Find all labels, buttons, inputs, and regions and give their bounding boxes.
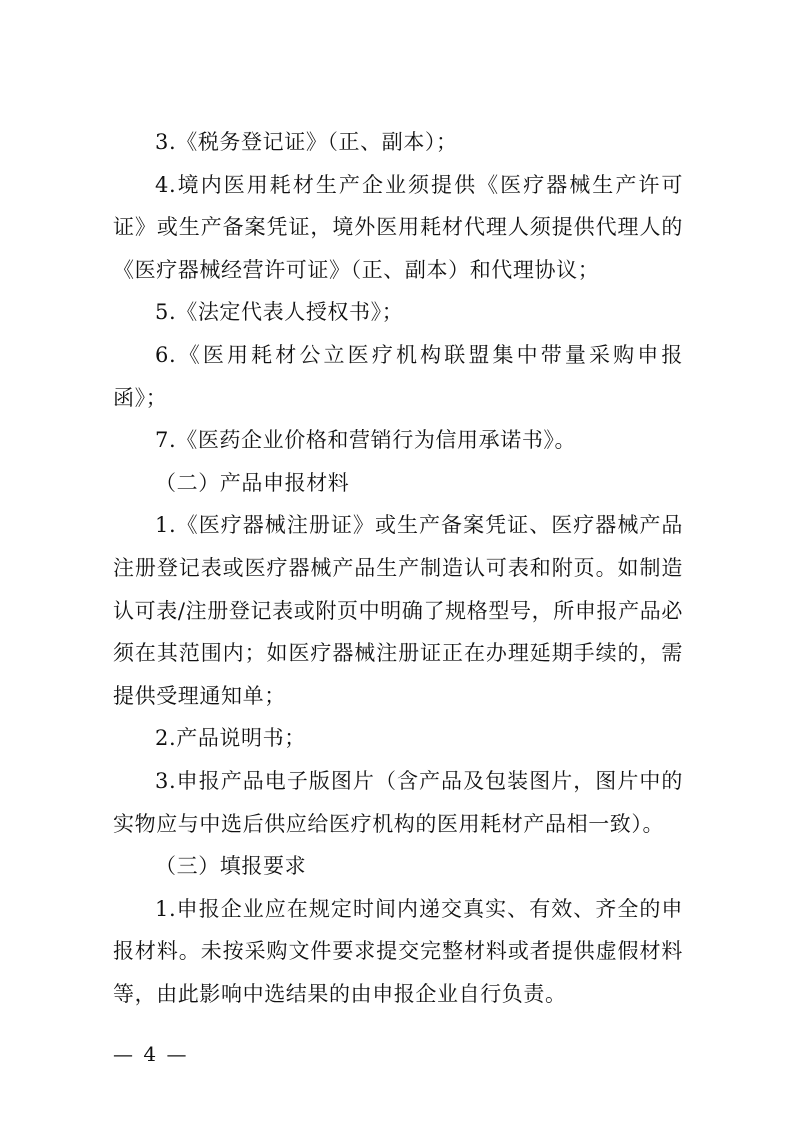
paragraph-product-images: 3.申报产品电子版图片（含产品及包装图片，图片中的实物应与中选后供应给医疗机构的医用耗材产品相一致）。 (113, 768, 683, 836)
paragraph-registration-certificate: 1.《医疗器械注册证》或生产备案凭证、医疗器械产品注册登记表或医疗器械产品生产制造认可表和附页。如制造认可表/注册登记表或附页中明确了规格型号，所申报产品必须在其范围内；如医疗器械注册证正在办理延期手续的，需提供受理通知单； (113, 513, 683, 708)
paragraph-production-license: 4.境内医用耗材生产企业须提供《医疗器械生产许可证》或生产备案凭证，境外医用耗材代理人须提供代理人的《医疗器械经营许可证》（正、副本）和代理协议； (113, 172, 683, 282)
paragraph-tax-registration: 3.《税务登记证》（正、副本）； (155, 130, 458, 154)
section-heading-product-materials: （二）产品申报材料 (155, 470, 350, 495)
paragraph-credit-commitment: 7.《医药企业价格和营销行为信用承诺书》。 (155, 428, 577, 453)
document-body (113, 121, 683, 1015)
page-number: — 4 — (113, 1042, 189, 1066)
paragraph-submission-rules: 1.申报企业应在规定时间内递交真实、有效、齐全的申报材料。未按采购文件要求提交完整材料或者提供虚假材料等，由此影响中选结果的由申报企业自行负责。 (113, 896, 683, 1006)
paragraph-application-letter: 6.《医用耗材公立医疗机构联盟集中带量采购申报函》； (113, 342, 683, 410)
section-heading-filing-requirements: （三）填报要求 (155, 854, 307, 879)
paragraph-product-manual: 2.产品说明书； (155, 726, 306, 751)
paragraph-authorization-letter: 5.《法定代表人授权书》； (155, 300, 404, 325)
